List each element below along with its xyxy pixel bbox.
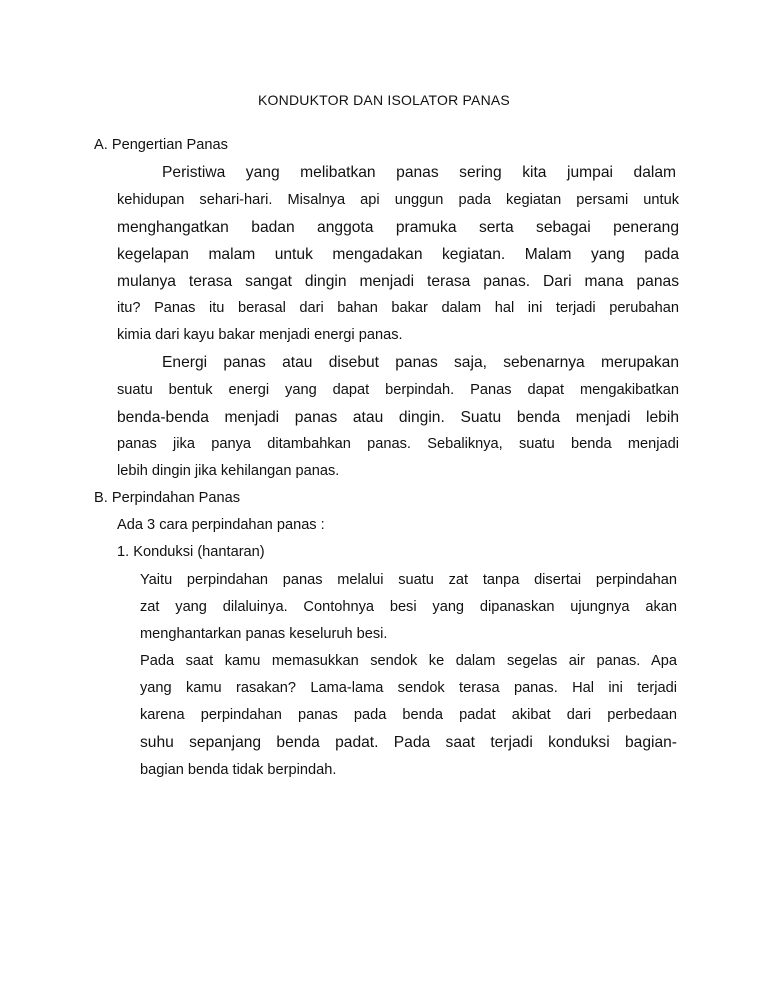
item-1-heading: 1. Konduksi (hantaran) <box>117 544 265 560</box>
section-a-p2-line-5: lebih dingin jika kehilangan panas. <box>117 463 340 479</box>
section-a-p2-line-4: panas jika panya ditambahkan panas. Sebaliknya, suatu benda menjadi <box>117 436 679 452</box>
section-a-heading: A. Pengertian Panas <box>94 137 228 153</box>
section-a-p2-line-2: suatu bentuk energi yang dapat berpindah. Panas dapat mengakibatkan <box>117 382 679 398</box>
item-1-p2-line-1: Pada saat kamu memasukkan sendok ke dalam segelas air panas. Apa <box>140 653 677 669</box>
item-1-p2-line-3: karena perpindahan panas pada benda padat akibat dari perbedaan <box>140 707 677 723</box>
section-a-p1-line-1: Peristiwa yang melibatkan panas sering kita jumpai dalam <box>162 164 676 181</box>
section-a-p1-line-7: kimia dari kayu bakar menjadi energi panas. <box>117 327 403 343</box>
section-a-p2-line-1: Energi panas atau disebut panas saja, sebenarnya merupakan <box>162 354 679 371</box>
item-1-p2-line-2: yang kamu rasakan? Lama-lama sendok terasa panas. Hal ini terjadi <box>140 680 677 696</box>
item-1-p1-line-2: zat yang dilaluinya. Contohnya besi yang dipanaskan ujungnya akan <box>140 599 677 615</box>
section-a-p1-line-3: menghangatkan badan anggota pramuka serta sebagai penerang <box>117 219 679 236</box>
item-1-p1-line-1: Yaitu perpindahan panas melalui suatu zat tanpa disertai perpindahan <box>140 572 677 588</box>
item-1-p2-line-5: bagian benda tidak berpindah. <box>140 762 337 778</box>
item-1-p2-line-4: suhu sepanjang benda padat. Pada saat terjadi konduksi bagian- <box>140 734 677 751</box>
section-a-p1-line-2: kehidupan sehari-hari. Misalnya api unggun pada kegiatan persami untuk <box>117 192 679 208</box>
section-a-p1-line-4: kegelapan malam untuk mengadakan kegiatan. Malam yang pada <box>117 246 679 263</box>
section-a-p2-line-3: benda-benda menjadi panas atau dingin. Suatu benda menjadi lebih <box>117 409 679 426</box>
section-a-p1-line-5: mulanya terasa sangat dingin menjadi terasa panas. Dari mana panas <box>117 273 679 290</box>
section-b-heading: B. Perpindahan Panas <box>94 490 241 506</box>
item-1-p1-line-3: menghantarkan panas keseluruh besi. <box>140 626 388 642</box>
document-title: KONDUKTOR DAN ISOLATOR PANAS <box>258 92 510 108</box>
section-a-p1-line-6: itu? Panas itu berasal dari bahan bakar dalam hal ini terjadi perubahan <box>117 300 679 316</box>
section-b-intro: Ada 3 cara perpindahan panas : <box>117 517 325 533</box>
